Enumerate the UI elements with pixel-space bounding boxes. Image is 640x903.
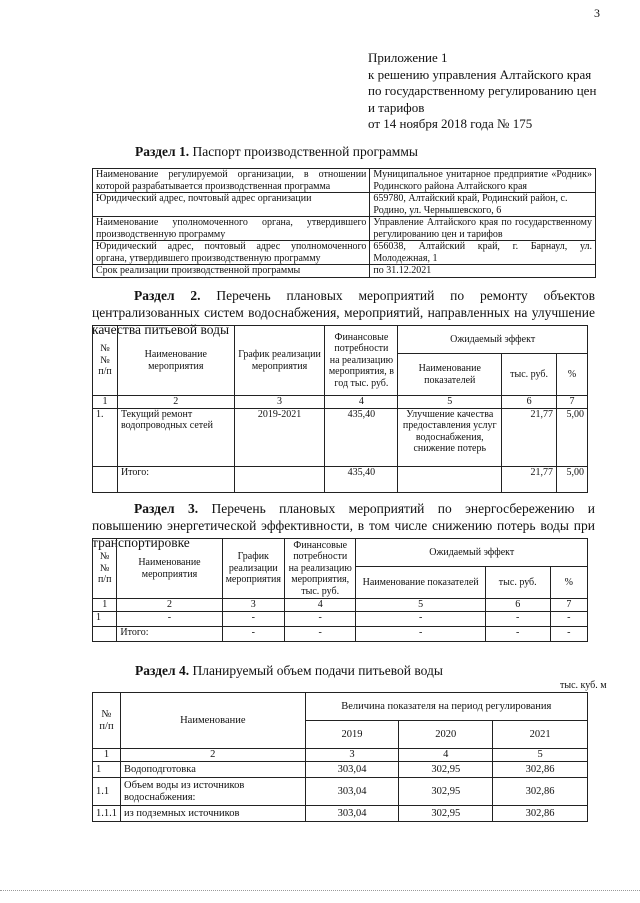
column-number: 4 xyxy=(284,599,355,612)
header-num: №№ п/п xyxy=(93,326,118,396)
row-name: Объем воды из источников водоснабжения: xyxy=(121,778,306,806)
column-number: 6 xyxy=(502,396,557,409)
row-num: 1.1 xyxy=(93,778,121,806)
table-number-row xyxy=(93,749,588,762)
row-value-2020: 302,95 xyxy=(399,806,493,822)
column-number: 2 xyxy=(117,599,222,612)
passport-table xyxy=(92,168,596,278)
total-label: Итого: xyxy=(117,626,222,641)
table-row xyxy=(93,217,596,241)
row-finance: 435,40 xyxy=(325,408,398,466)
column-number: 5 xyxy=(493,749,588,762)
page-number: 3 xyxy=(594,6,600,20)
total-pct: - xyxy=(550,626,587,641)
header-rub: тыс. руб. xyxy=(485,567,550,599)
header-year: 2021 xyxy=(493,721,588,749)
total-finance: - xyxy=(284,626,355,641)
column-number: 4 xyxy=(325,396,398,409)
section1-heading: Паспорт производственной программы xyxy=(192,144,418,159)
row-finance: - xyxy=(284,611,355,626)
header-name: Наименование xyxy=(121,693,306,749)
total-schedule: - xyxy=(222,626,284,641)
header-effect: Ожидаемый эффект xyxy=(356,539,588,567)
header-schedule: График реализации мероприятия xyxy=(234,326,325,396)
row-name: из подземных источников xyxy=(121,806,306,822)
row-rub: - xyxy=(485,611,550,626)
row-value-2020: 302,95 xyxy=(399,778,493,806)
table-cell: 656038, Алтайский край, г. Барнаул, ул. Молодежная, 1 xyxy=(370,241,596,265)
section1-title xyxy=(135,143,418,160)
column-number: 1 xyxy=(93,396,118,409)
table-row xyxy=(93,241,596,265)
column-number: 3 xyxy=(222,599,284,612)
units-label: тыс. куб. м xyxy=(560,680,607,691)
water-supply-volume-table xyxy=(92,692,588,822)
column-number: 7 xyxy=(550,599,587,612)
row-name: Текущий ремонт водопроводных сетей xyxy=(117,408,234,466)
column-number: 2 xyxy=(117,396,234,409)
row-value-2021: 302,86 xyxy=(493,806,588,822)
row-num: 1.1.1 xyxy=(93,806,121,822)
row-num: 1 xyxy=(93,611,117,626)
header-pct: % xyxy=(557,354,588,396)
appendix-line: и тарифов xyxy=(368,99,425,115)
appendix-header xyxy=(368,50,628,133)
table-cell: Юридический адрес, почтовый адрес уполномоченного органа, утвердившего производственную программу xyxy=(93,241,370,265)
column-number: 5 xyxy=(398,396,502,409)
row-pct: - xyxy=(550,611,587,626)
total-finance: 435,40 xyxy=(325,466,398,492)
table-row xyxy=(93,611,588,626)
page-bottom-rule xyxy=(0,890,640,891)
row-indicator: - xyxy=(356,611,485,626)
table-cell: 659780, Алтайский край, Родинский район, с. Родино, ул. Чернышевского, 6 xyxy=(370,193,596,217)
row-num: 1 xyxy=(93,762,121,778)
header-effect: Ожидаемый эффект xyxy=(398,326,588,354)
table-total-row xyxy=(93,626,588,641)
table-row xyxy=(93,408,588,466)
table-cell: по 31.12.2021 xyxy=(370,265,596,278)
row-value-2021: 302,86 xyxy=(493,762,588,778)
header-name: Наименование мероприятия xyxy=(117,539,222,599)
section4-heading: Планируемый объем подачи питьевой воды xyxy=(192,663,443,678)
total-rub: 21,77 xyxy=(502,466,557,492)
header-year: 2019 xyxy=(305,721,399,749)
table-cell: Срок реализации производственной программы xyxy=(93,265,370,278)
table-number-row xyxy=(93,599,588,612)
row-value-2020: 302,95 xyxy=(399,762,493,778)
section2-heading: Перечень плановых мероприятий по ремонту объектов централизованных систем водоснабжения, мероприятий, направленных на улучшение качества питьевой воды xyxy=(92,288,595,337)
table-row xyxy=(93,193,596,217)
table-cell: Юридический адрес, почтовый адрес организации xyxy=(93,193,370,217)
table-total-row xyxy=(93,466,588,492)
appendix-line: Приложение 1 xyxy=(368,50,448,65)
column-number: 3 xyxy=(234,396,325,409)
appendix-line: от 14 ноября 2018 года № 175 xyxy=(368,116,533,131)
column-number: 6 xyxy=(485,599,550,612)
table-header-row xyxy=(93,693,588,721)
section4-label: Раздел 4. xyxy=(135,663,190,678)
column-number: 5 xyxy=(356,599,485,612)
table-row xyxy=(93,762,588,778)
appendix-line: по государственному регулированию цен xyxy=(368,83,597,98)
section3-label: Раздел 3. xyxy=(134,501,199,516)
header-name: Наименование мероприятия xyxy=(117,326,234,396)
header-schedule: График реализации мероприятия xyxy=(222,539,284,599)
row-value-2019: 303,04 xyxy=(305,806,399,822)
table-row xyxy=(93,265,596,278)
header-indicator: Наименование показателей xyxy=(398,354,502,396)
total-label: Итого: xyxy=(117,466,234,492)
row-schedule: - xyxy=(222,611,284,626)
section4-title xyxy=(135,662,443,679)
header-pct: % xyxy=(550,567,587,599)
table-header-row xyxy=(93,539,588,567)
section1-label: Раздел 1. xyxy=(135,144,190,159)
table-cell: Наименование уполномоченного органа, утвердившего производственную программу xyxy=(93,217,370,241)
row-indicator: Улучшение качества предоставления услуг водоснабжения, снижение потерь xyxy=(398,408,502,466)
header-year: 2020 xyxy=(399,721,493,749)
header-finance: Финансовые потребности на реализацию мероприятия, в год тыс. руб. xyxy=(325,326,398,396)
column-number: 1 xyxy=(93,749,121,762)
header-period: Величина показателя на период регулирования xyxy=(305,693,587,721)
table-row xyxy=(93,169,596,193)
table-row xyxy=(93,778,588,806)
column-number: 4 xyxy=(399,749,493,762)
energy-measures-table xyxy=(92,538,588,642)
repair-measures-table xyxy=(92,325,588,493)
row-value-2019: 303,04 xyxy=(305,778,399,806)
table-cell: Управление Алтайского края по государственному регулированию цен и тарифов xyxy=(370,217,596,241)
row-value-2019: 303,04 xyxy=(305,762,399,778)
total-indicator: - xyxy=(356,626,485,641)
row-schedule: 2019-2021 xyxy=(234,408,325,466)
table-cell: Наименование регулируемой организации, в отношении которой разрабатывается производственная программа xyxy=(93,169,370,193)
total-rub: - xyxy=(485,626,550,641)
header-finance: Финансовые потребности на реализацию мероприятия, тыс. руб. xyxy=(284,539,355,599)
header-num: № п/п xyxy=(93,693,121,749)
header-rub: тыс. руб. xyxy=(502,354,557,396)
column-number: 7 xyxy=(557,396,588,409)
row-name: - xyxy=(117,611,222,626)
table-header-row xyxy=(93,326,588,354)
row-num: 1. xyxy=(93,408,118,466)
section2-label: Раздел 2. xyxy=(134,288,201,303)
column-number: 1 xyxy=(93,599,117,612)
table-row xyxy=(93,806,588,822)
table-cell: Муниципальное унитарное предприятие «Родник» Родинского района Алтайского края xyxy=(370,169,596,193)
table-number-row xyxy=(93,396,588,409)
column-number: 2 xyxy=(121,749,306,762)
total-pct: 5,00 xyxy=(557,466,588,492)
column-number: 3 xyxy=(305,749,399,762)
header-num: №№ п/п xyxy=(93,539,117,599)
row-rub: 21,77 xyxy=(502,408,557,466)
row-value-2021: 302,86 xyxy=(493,778,588,806)
section3-heading: Перечень плановых мероприятий по энергосбережению и повышению энергетической эффективности, в том числе снижению потерь воды при транспортировке xyxy=(92,501,596,550)
row-pct: 5,00 xyxy=(557,408,588,466)
appendix-line: к решению управления Алтайского края xyxy=(368,66,592,82)
header-indicator: Наименование показателей xyxy=(356,567,485,599)
row-name: Водоподготовка xyxy=(121,762,306,778)
